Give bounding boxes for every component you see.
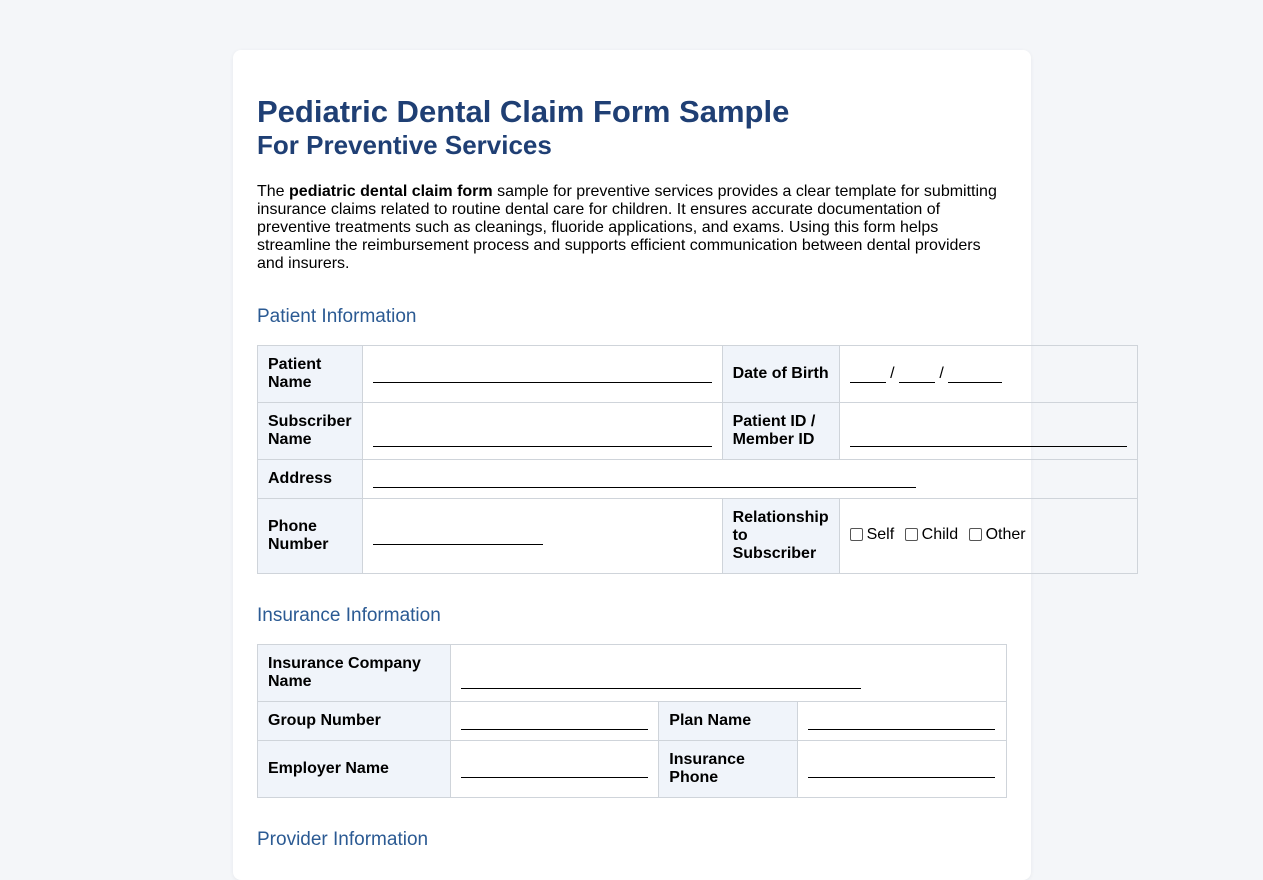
phone-label: Phone Number — [258, 499, 363, 574]
address-label: Address — [258, 460, 363, 499]
patient-name-field[interactable] — [362, 346, 722, 403]
provider-info-heading: Provider Information — [257, 829, 429, 850]
phone-line[interactable] — [373, 528, 543, 545]
employer-name-label: Employer Name — [258, 741, 451, 798]
group-number-label: Group Number — [258, 702, 451, 741]
patient-id-label: Patient ID / Member ID — [722, 403, 839, 460]
subscriber-name-line[interactable] — [373, 430, 712, 447]
insurance-info-heading: Insurance Information — [257, 605, 441, 626]
patient-id-line[interactable] — [850, 430, 1127, 447]
plan-name-field[interactable] — [797, 702, 1006, 741]
dob-sep-1: / — [890, 365, 895, 382]
dob-year-line[interactable] — [948, 366, 1002, 383]
group-number-field[interactable] — [451, 702, 659, 741]
employer-name-line[interactable] — [461, 761, 648, 778]
dob-label: Date of Birth — [722, 346, 839, 403]
address-field[interactable] — [362, 460, 1137, 499]
page-title — [257, 94, 1017, 161]
title-main: Pediatric Dental Claim Form Sample — [257, 94, 790, 129]
insurance-phone-line[interactable] — [808, 761, 995, 778]
insurance-company-field[interactable] — [451, 645, 1007, 702]
rel-self-checkbox[interactable] — [850, 528, 863, 541]
dob-sep-2: / — [939, 365, 944, 382]
patient-id-field[interactable] — [839, 403, 1137, 460]
plan-name-line[interactable] — [808, 713, 995, 730]
form-content — [257, 94, 1017, 273]
group-number-line[interactable] — [461, 713, 648, 730]
rel-self-option[interactable] — [850, 526, 895, 544]
rel-child-option[interactable] — [905, 526, 958, 544]
rel-other-label: Other — [985, 525, 1026, 543]
title-sub: For Preventive Services — [257, 130, 552, 160]
insurance-company-line[interactable] — [461, 672, 861, 689]
intro-rest: sample for preventive services provides a clear template for submitting insurance claims related to routine dental care for children. It ensures accurate documentation of preventive treatments such as cleanings, fluoride applications, and exams. Using this form helps streamline the reimbursement process and supports efficient communication between dental providers and insurers. — [257, 183, 997, 272]
patient-info-table — [257, 345, 1138, 574]
phone-field[interactable] — [362, 499, 722, 574]
patient-info-heading: Patient Information — [257, 306, 417, 327]
relationship-label: Relationship to Subscriber — [722, 499, 839, 574]
relationship-field — [839, 499, 1137, 574]
employer-name-field[interactable] — [451, 741, 659, 798]
rel-child-label: Child — [921, 525, 959, 543]
subscriber-name-label: Subscriber Name — [258, 403, 363, 460]
dob-field[interactable] — [839, 346, 1137, 403]
insurance-phone-label: Insurance Phone — [659, 741, 798, 798]
insurance-info-table — [257, 644, 1007, 798]
patient-name-label: Patient Name — [258, 346, 363, 403]
intro-prefix: The — [257, 183, 290, 200]
rel-child-checkbox[interactable] — [905, 528, 918, 541]
patient-name-line[interactable] — [373, 366, 712, 383]
rel-other-checkbox[interactable] — [969, 528, 982, 541]
rel-other-option[interactable] — [969, 526, 1026, 544]
intro-paragraph — [257, 183, 1005, 273]
intro-bold: pediatric dental claim form — [289, 183, 493, 200]
dob-month-line[interactable] — [850, 366, 886, 383]
rel-self-label: Self — [866, 525, 895, 543]
subscriber-name-field[interactable] — [362, 403, 722, 460]
insurance-phone-field[interactable] — [797, 741, 1006, 798]
plan-name-label: Plan Name — [659, 702, 798, 741]
insurance-company-label: Insurance Company Name — [258, 645, 451, 702]
address-line[interactable] — [373, 471, 916, 488]
dob-day-line[interactable] — [899, 366, 935, 383]
